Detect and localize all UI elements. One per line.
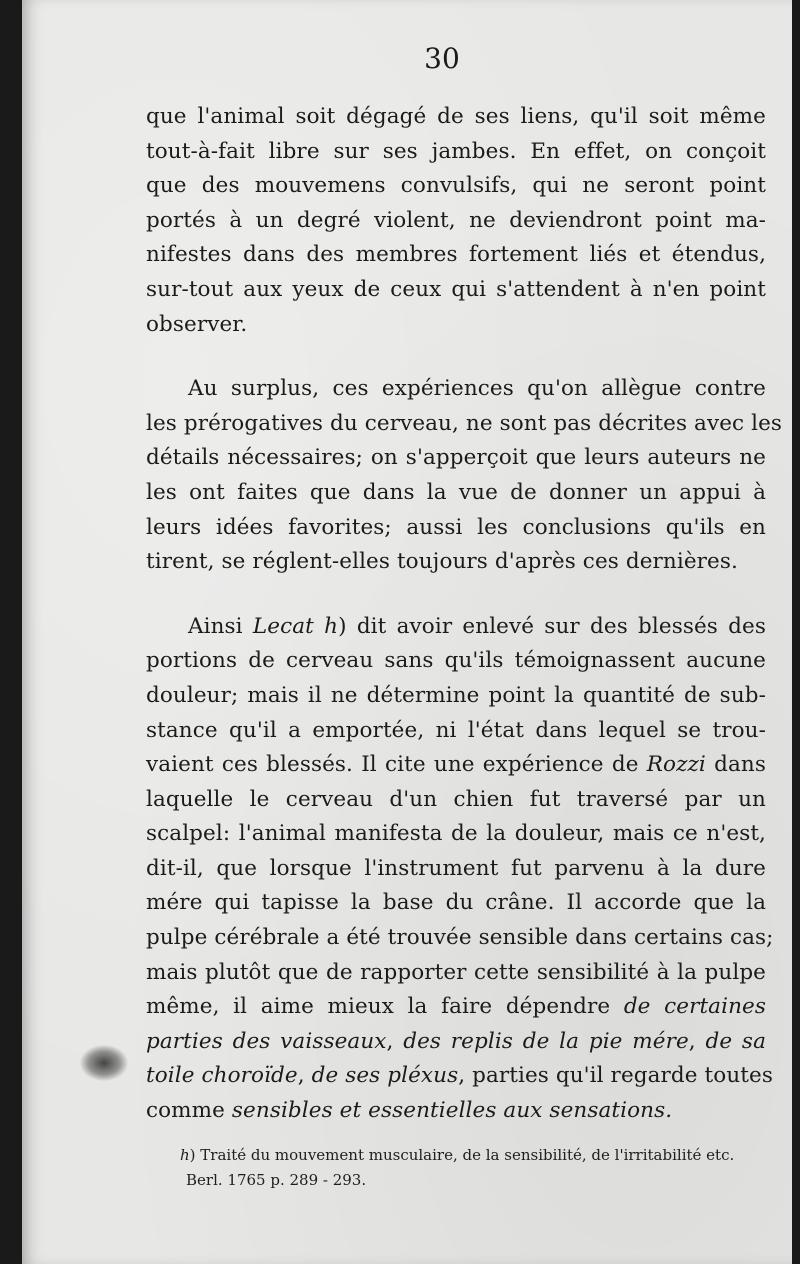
text-line: douleur; mais il ne détermine point la quantité de sub-	[146, 682, 766, 708]
text-line: stance qu'il a emportée, ni l'état dans lequel se trou-	[146, 717, 766, 743]
text-line: détails nécessaires; on s'apperçoit que leurs auteurs ne	[146, 445, 766, 471]
text-line: comme sensibles et essentielles aux sensations.	[146, 1098, 673, 1124]
paragraph	[146, 610, 774, 1129]
footnote	[180, 1143, 760, 1193]
book-page	[22, 0, 792, 1264]
text-line: portés à un degré violent, ne deviendront point ma-	[146, 207, 766, 233]
text-line: sur-tout aux yeux de ceux qui s'attendent à n'en point	[146, 276, 766, 302]
text-line: toile choroïde, de ses pléxus, parties qu'il regarde toutes	[146, 1063, 773, 1089]
text-line: mais plutôt que de rapporter cette sensibilité à la pulpe	[146, 959, 766, 985]
text-line: vaient ces blessés. Il cite une expérience de Rozzi dans	[146, 752, 766, 778]
text-line: Au surplus, ces expériences qu'on allègue contre	[188, 376, 766, 402]
text-line: même, il aime mieux la faire dépendre de certaines	[146, 994, 766, 1020]
text-line: que l'animal soit dégagé de ses liens, qu'il soit même	[146, 104, 766, 129]
text-line: Ainsi Lecat h) dit avoir enlevé sur des blessés des	[188, 613, 767, 639]
text-line: pulpe cérébrale a été trouvée sensible dans certains cas;	[146, 925, 774, 951]
text-line: les prérogatives du cerveau, ne sont pas décrites avec les	[146, 410, 783, 436]
paragraph	[146, 372, 783, 580]
body-text	[146, 100, 783, 1129]
text-line: que des mouvemens convulsifs, qui ne seront point	[146, 173, 766, 199]
text-line: portions de cerveau sans qu'ils témoignassent aucune	[146, 648, 766, 674]
text-line: observer.	[146, 311, 248, 337]
text-line: leurs idées favorites; aussi les conclusions qu'ils en	[146, 514, 766, 540]
ink-smudge	[80, 1045, 128, 1081]
text-line: tirent, se réglent-elles toujours d'après ces dernières.	[146, 549, 738, 575]
text-line: nifestes dans des membres fortement liés et étendus,	[146, 242, 766, 268]
text-line: parties des vaisseaux, des replis de la pie mére, de sa	[146, 1028, 766, 1054]
text-line: les ont faites que dans la vue de donner un appui à	[146, 479, 766, 505]
paragraph	[146, 100, 766, 342]
text-line: scalpel: l'animal manifesta de la douleur, mais ce n'est,	[146, 821, 766, 847]
text-line: dit-il, que lorsque l'instrument fut parvenu à la dure	[146, 855, 766, 881]
text-line: laquelle le cerveau d'un chien fut traversé par un	[146, 786, 766, 812]
text-line: mére qui tapisse la base du crâne. Il accorde que la	[146, 890, 766, 916]
footnote-line: Berl. 1765 p. 289 - 293.	[186, 1171, 367, 1189]
footnote-line: h) Traité du mouvement musculaire, de la sensibilité, de l'irritabilité etc.	[180, 1146, 735, 1164]
page-number: 30	[424, 42, 460, 75]
text-line: tout-à-fait libre sur ses jambes. En effet, on conçoit	[146, 138, 766, 164]
